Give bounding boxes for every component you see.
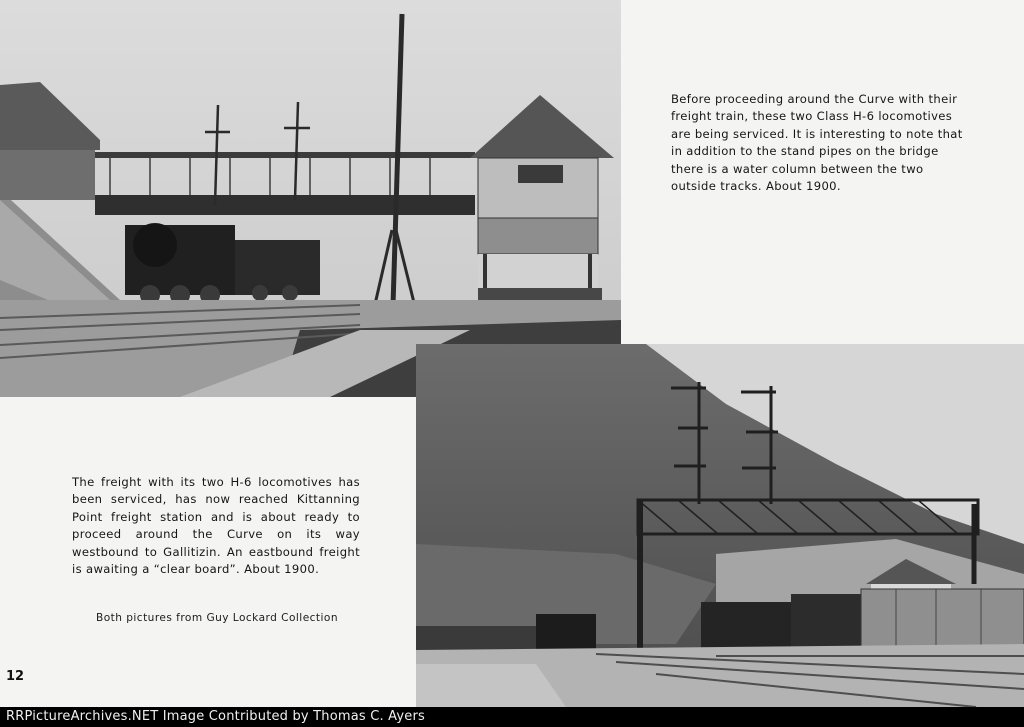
footer-attribution: RRPictureArchives.NET Image Contributed by Thomas C. Ayers xyxy=(6,709,425,724)
footer-bar xyxy=(0,707,1024,727)
photo-locomotives-serviced xyxy=(0,0,621,397)
page-number: 12 xyxy=(6,669,25,684)
caption-top: Before proceeding around the Curve with their freight train, these two Class H-6 locomotives are being serviced. It is interesting to note that in addition to the stand pipes on the bridge there is a water column between the two outside tracks. About 1900. xyxy=(671,92,963,194)
photo-kittanning-point-freight xyxy=(416,344,1024,707)
photo-credit: Both pictures from Guy Lockard Collection xyxy=(96,612,339,624)
caption-bottom: The freight with its two H-6 locomotives has been serviced, has now reached Kittanning Point freight station and is about ready to proceed around the Curve on its way westbound to Gallitizin. An eastbound freight is awaiting a “clear board”. About 1900. xyxy=(72,475,360,577)
